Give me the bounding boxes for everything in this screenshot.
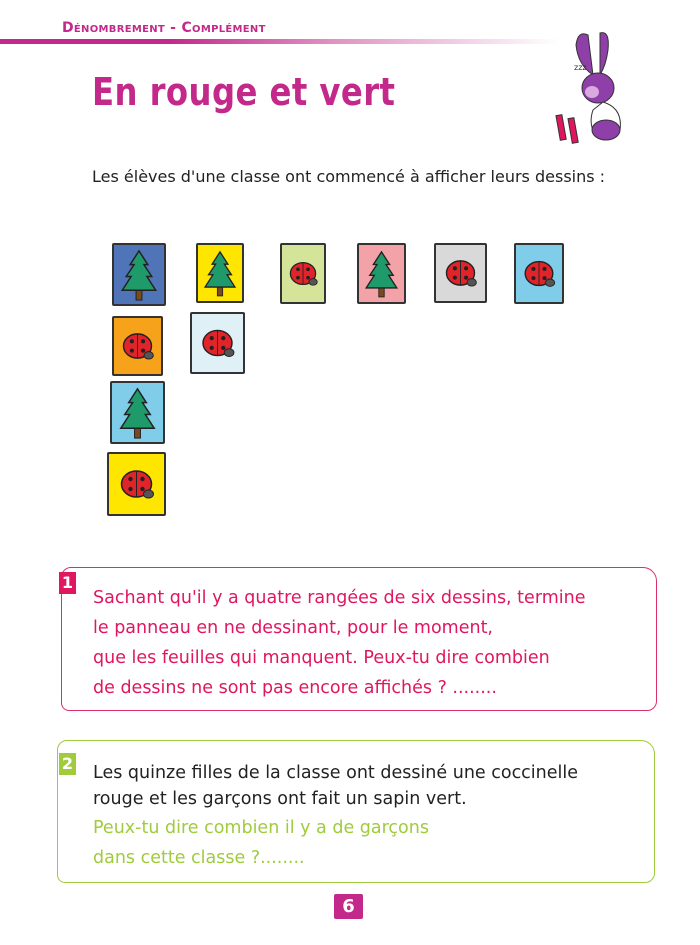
exercise-2-statement-line: rouge et les garçons ont fait un sapin vert. xyxy=(93,789,467,809)
ladybug-icon xyxy=(114,318,161,374)
ladybug-icon xyxy=(436,245,485,301)
drawing-card-tree xyxy=(357,243,406,304)
ladybug-icon xyxy=(109,454,164,514)
exercise-1-number: 1 xyxy=(59,572,76,594)
sleeping-rabbit-illustration xyxy=(548,30,648,150)
tree-icon xyxy=(198,245,242,301)
ladybug-icon xyxy=(516,245,562,302)
drawing-card-ladybug xyxy=(107,452,166,516)
exercise-2-statement xyxy=(93,760,578,812)
drawing-card-ladybug xyxy=(280,243,326,304)
ladybug-icon xyxy=(192,314,243,372)
exercise-2-question-line: Peux-tu dire combien il y a de garçons xyxy=(93,818,429,838)
exercise-1-answer-line: de dessins ne sont pas encore affichés ? ........ xyxy=(93,678,497,698)
exercise-2-number: 2 xyxy=(59,753,76,775)
drawing-card-tree xyxy=(196,243,244,303)
exercise-1-line: que les feuilles qui manquent. Peux-tu dire combien xyxy=(93,648,550,668)
page-title: En rouge et vert xyxy=(92,70,396,114)
drawing-card-ladybug xyxy=(434,243,487,303)
drawing-card-ladybug xyxy=(514,243,564,304)
drawing-card-tree xyxy=(112,243,166,306)
ladybug-icon xyxy=(282,245,324,302)
exercise-2-question xyxy=(93,813,429,873)
intro-text: Les élèves d'une classe ont commencé à afficher leurs dessins : xyxy=(92,167,606,186)
drawing-card-tree xyxy=(110,381,165,444)
page-number: 6 xyxy=(334,894,363,919)
tree-icon xyxy=(112,383,163,442)
header-rule xyxy=(0,39,560,44)
exercise-1-text xyxy=(93,583,585,703)
tree-icon xyxy=(359,245,404,302)
exercise-2-statement-line: Les quinze filles de la classe ont dessiné une coccinelle xyxy=(93,763,579,783)
exercise-2-answer-line: dans cette classe ?........ xyxy=(93,848,305,868)
section-header: Dénombrement - Complément xyxy=(62,20,266,36)
tree-icon xyxy=(114,245,164,304)
exercise-1-line: le panneau en ne dessinant, pour le moment, xyxy=(93,618,493,638)
exercise-1-line: Sachant qu'il y a quatre rangées de six dessins, termine xyxy=(93,588,586,608)
drawing-card-ladybug xyxy=(190,312,245,374)
svg-text:zzz: zzz xyxy=(574,63,587,72)
drawing-card-ladybug xyxy=(112,316,163,376)
